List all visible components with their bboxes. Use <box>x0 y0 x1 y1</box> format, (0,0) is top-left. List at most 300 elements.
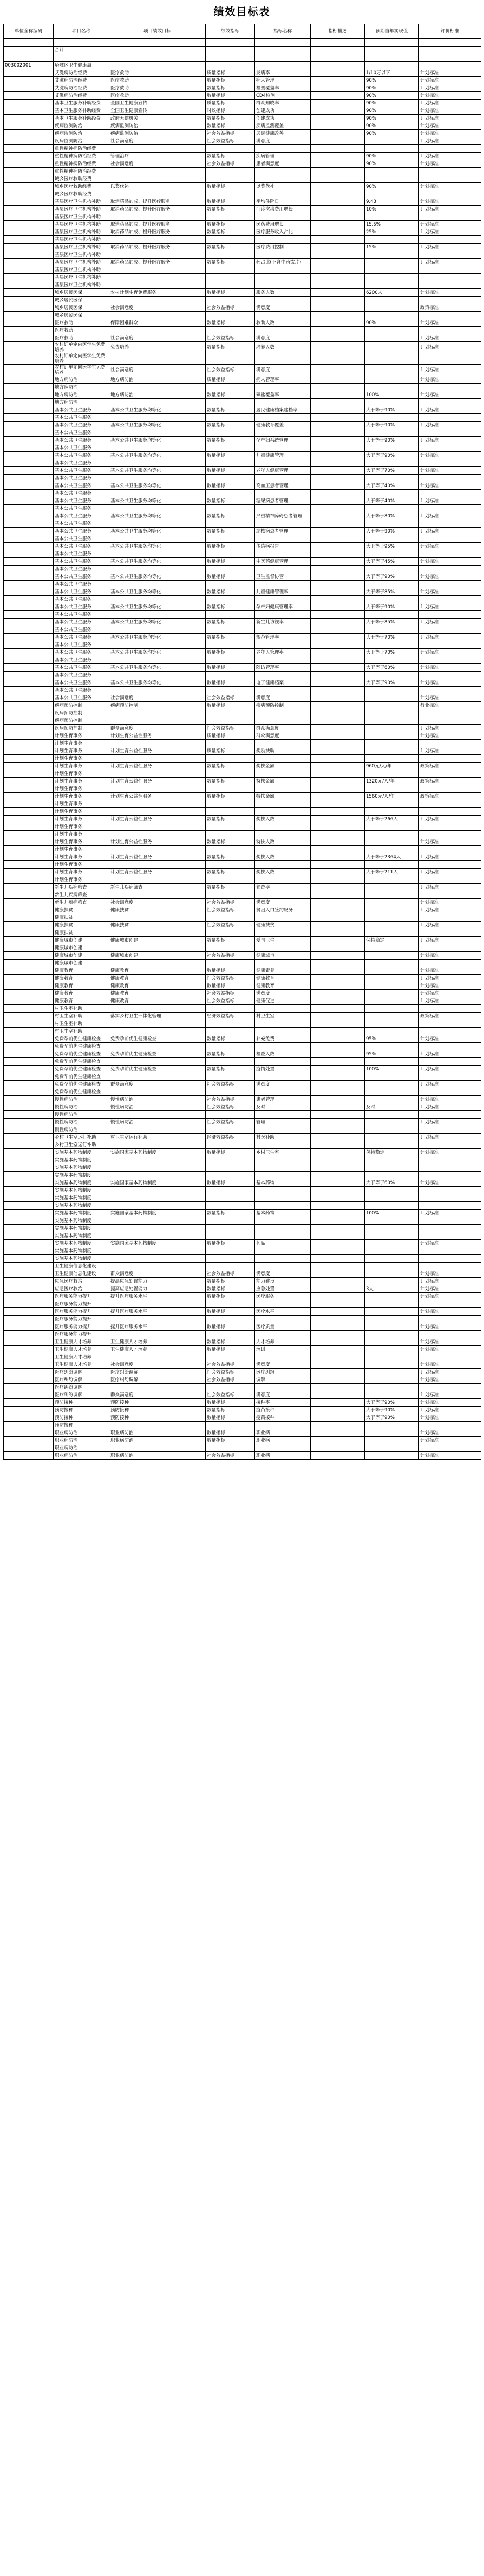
table-cell <box>4 566 54 573</box>
table-cell: 时效指标 <box>206 107 255 115</box>
table-cell <box>419 1156 481 1164</box>
table-cell: 医疗救助 <box>109 69 206 77</box>
table-cell: 计划生育事务 <box>54 793 109 800</box>
table-cell: 数量指标 <box>206 1407 255 1414</box>
table-cell: 基本公共卫生服务均等化 <box>109 406 206 414</box>
table-cell <box>206 876 255 884</box>
table-cell <box>419 312 481 319</box>
table-cell: 数量指标 <box>206 619 255 626</box>
table-cell <box>311 1210 365 1217</box>
table-cell <box>4 384 54 391</box>
table-row <box>4 944 481 952</box>
table-cell <box>419 1172 481 1179</box>
table-cell: 基层医疗卫生机构补助 <box>54 274 109 281</box>
table-cell <box>311 1164 365 1172</box>
table-cell <box>419 274 481 281</box>
table-cell <box>311 702 365 709</box>
table-cell <box>419 846 481 853</box>
table-cell <box>311 520 365 528</box>
table-cell: 慢性病防治 <box>54 1111 109 1119</box>
table-cell <box>311 198 365 206</box>
table-cell: 计划标准 <box>419 1399 481 1407</box>
table-cell: 取消药品加成、提升医疗服务 <box>109 228 206 236</box>
table-cell: 疾病预防控制 <box>255 702 311 709</box>
table-cell: 90% <box>365 100 419 107</box>
table-cell <box>206 297 255 304</box>
table-cell <box>311 130 365 137</box>
table-cell <box>4 664 54 672</box>
table-cell: 数量指标 <box>206 1240 255 1247</box>
table-cell: 健康教育 <box>54 982 109 990</box>
table-cell <box>109 1187 206 1194</box>
table-cell <box>4 482 54 490</box>
table-cell: 职业病防治 <box>54 1444 109 1452</box>
table-cell <box>365 709 419 717</box>
table-cell <box>419 414 481 422</box>
table-cell: 管理 <box>255 1119 311 1126</box>
table-cell: 基本公共卫生服务 <box>54 611 109 619</box>
table-cell <box>255 1020 311 1028</box>
table-cell <box>255 213 311 221</box>
table-cell <box>109 1164 206 1172</box>
table-cell <box>311 1050 365 1058</box>
table-cell <box>311 543 365 550</box>
table-cell: 基层医疗卫生机构补助 <box>54 206 109 213</box>
table-cell <box>206 1111 255 1119</box>
table-cell: 大于等于40% <box>365 497 419 505</box>
table-cell <box>311 740 365 747</box>
table-cell <box>206 717 255 725</box>
table-cell <box>4 1407 54 1414</box>
table-cell <box>365 236 419 244</box>
table-cell: 医疗救助 <box>54 327 109 334</box>
table-cell <box>206 1194 255 1202</box>
table-cell <box>365 967 419 975</box>
table-cell <box>255 1005 311 1013</box>
table-cell: 居民健康档案建档率 <box>255 406 311 414</box>
table-cell <box>311 975 365 982</box>
table-cell: 疫情处置 <box>255 1066 311 1073</box>
table-cell: 满意度 <box>255 899 311 906</box>
table-cell: 健康教育 <box>255 975 311 982</box>
table-cell <box>4 206 54 213</box>
table-cell <box>255 755 311 763</box>
table-row <box>4 1308 481 1316</box>
table-row <box>4 281 481 289</box>
table-cell: 25% <box>365 228 419 236</box>
table-cell <box>365 982 419 990</box>
table-cell <box>255 190 311 198</box>
table-cell <box>54 54 109 62</box>
table-cell: 基本公共卫生服务均等化 <box>109 664 206 672</box>
table-cell <box>206 251 255 259</box>
table-cell <box>419 1232 481 1240</box>
table-cell <box>4 399 54 406</box>
table-cell <box>206 475 255 482</box>
table-cell: 计划标准 <box>419 92 481 100</box>
table-cell <box>365 770 419 778</box>
table-cell <box>4 770 54 778</box>
table-cell: 免费孕前优生健康检查 <box>54 1081 109 1088</box>
table-cell: 大于等于90% <box>365 406 419 414</box>
table-cell <box>311 1247 365 1255</box>
table-cell <box>311 467 365 475</box>
table-cell <box>109 1316 206 1323</box>
table-cell <box>311 725 365 732</box>
table-cell: 乡村卫生室运行补助 <box>54 1141 109 1149</box>
table-cell: 医疗质量 <box>255 1323 311 1331</box>
table-cell <box>419 808 481 816</box>
table-cell <box>311 1187 365 1194</box>
table-cell <box>255 944 311 952</box>
table-cell <box>365 490 419 497</box>
table-cell <box>311 717 365 725</box>
table-cell <box>311 649 365 656</box>
table-cell: 卫生健康人才培养 <box>54 1353 109 1361</box>
table-cell: 15.5% <box>365 221 419 228</box>
table-cell <box>419 960 481 967</box>
table-cell: 特扶人数 <box>255 838 311 846</box>
table-cell <box>4 1134 54 1141</box>
table-cell <box>255 861 311 869</box>
table-cell <box>4 1331 54 1338</box>
table-cell: 提升医疗服务水平 <box>109 1308 206 1316</box>
table-cell <box>255 490 311 497</box>
table-cell: 重性精神病防治经费 <box>54 145 109 153</box>
table-cell <box>311 914 365 922</box>
table-cell: 预防接种 <box>54 1407 109 1414</box>
table-cell: 基本公共卫生服务 <box>54 626 109 634</box>
table-cell <box>311 831 365 838</box>
table-cell: 大于等于45% <box>365 558 419 566</box>
table-cell <box>4 327 54 334</box>
table-cell <box>365 656 419 664</box>
table-cell <box>365 725 419 732</box>
table-cell <box>365 687 419 694</box>
table-cell <box>109 740 206 747</box>
table-cell <box>311 876 365 884</box>
table-cell <box>109 62 206 69</box>
table-cell <box>365 213 419 221</box>
table-cell <box>255 1384 311 1391</box>
table-cell <box>255 1194 311 1202</box>
table-cell: 群众满意度 <box>255 732 311 740</box>
table-cell <box>365 755 419 763</box>
table-row <box>4 84 481 92</box>
table-row <box>4 1134 481 1141</box>
table-cell: 补充免费 <box>255 1035 311 1043</box>
table-cell <box>311 1028 365 1035</box>
table-cell: 满意度 <box>255 1081 311 1088</box>
table-row <box>4 353 481 365</box>
table-cell: 计划标准 <box>419 899 481 906</box>
table-cell: 计划生育事务 <box>54 755 109 763</box>
table-row <box>4 793 481 800</box>
table-row <box>4 1103 481 1111</box>
table-cell: 大于等于90% <box>365 452 419 459</box>
table-cell: 满意度 <box>255 1361 311 1369</box>
table-cell: 计划标准 <box>419 406 481 414</box>
table-cell <box>311 1103 365 1111</box>
table-cell: 医疗服务能力提升 <box>54 1308 109 1316</box>
table-row <box>4 467 481 475</box>
table-cell <box>4 376 54 384</box>
table-cell: 数量指标 <box>206 853 255 861</box>
table-cell <box>365 1126 419 1134</box>
table-cell: 慢性病防治 <box>54 1119 109 1126</box>
table-cell: 计划标准 <box>419 1308 481 1316</box>
table-cell <box>311 1338 365 1346</box>
table-cell: 基本公共卫生服务 <box>54 694 109 702</box>
table-cell: 农村订单定向医学生免费培养 <box>54 365 109 376</box>
table-row <box>4 1073 481 1081</box>
table-cell: 医疗纠纷调解 <box>54 1376 109 1384</box>
table-cell <box>109 566 206 573</box>
table-cell <box>255 785 311 793</box>
table-cell <box>4 1323 54 1331</box>
table-cell: 数量指标 <box>206 838 255 846</box>
table-cell <box>419 1255 481 1263</box>
table-cell: 9.43 <box>365 198 419 206</box>
table-cell <box>4 603 54 611</box>
table-cell: 计划生育事务 <box>54 838 109 846</box>
table-cell <box>311 906 365 914</box>
table-cell <box>4 1043 54 1050</box>
table-cell: 计划标准 <box>419 183 481 190</box>
table-cell: 基本公共卫生服务 <box>54 467 109 475</box>
table-cell <box>4 334 54 342</box>
table-cell: 计划标准 <box>419 100 481 107</box>
table-cell: 基本公共卫生服务均等化 <box>109 543 206 550</box>
table-cell <box>4 823 54 831</box>
table-cell <box>419 1043 481 1050</box>
table-row <box>4 1300 481 1308</box>
table-cell: 90% <box>365 107 419 115</box>
table-cell <box>365 975 419 982</box>
table-cell <box>365 1353 419 1361</box>
table-cell <box>365 1119 419 1126</box>
table-cell: 实施基本药物制度 <box>54 1164 109 1172</box>
table-cell <box>311 168 365 175</box>
table-cell <box>4 1013 54 1020</box>
table-cell <box>311 414 365 422</box>
table-cell <box>4 1217 54 1225</box>
table-cell <box>4 694 54 702</box>
table-cell <box>255 475 311 482</box>
table-cell <box>311 1429 365 1437</box>
table-row <box>4 512 481 520</box>
table-cell <box>4 717 54 725</box>
table-cell: 计划生育事务 <box>54 770 109 778</box>
table-cell: 计划标准 <box>419 228 481 236</box>
table-cell <box>206 535 255 543</box>
table-cell: 慢性病防治 <box>54 1096 109 1103</box>
table-cell <box>255 808 311 816</box>
table-cell <box>419 1005 481 1013</box>
table-cell <box>4 1300 54 1308</box>
table-cell: 实施国家基本药物制度 <box>109 1240 206 1247</box>
table-cell: 乡村卫生室运行补助 <box>54 1134 109 1141</box>
table-cell: 慢性病防治 <box>109 1103 206 1111</box>
table-cell: 以奖代补 <box>255 183 311 190</box>
table-cell: 基本公共卫生服务均等化 <box>109 497 206 505</box>
table-cell: 奖扶人数 <box>255 816 311 823</box>
table-cell: 社会满意度 <box>109 334 206 342</box>
table-cell <box>4 520 54 528</box>
table-cell: 数量指标 <box>206 198 255 206</box>
table-cell: 筛查率 <box>255 884 311 891</box>
table-cell <box>255 1225 311 1232</box>
table-cell <box>4 884 54 891</box>
table-cell <box>4 1028 54 1035</box>
table-cell <box>365 808 419 816</box>
table-cell <box>109 1194 206 1202</box>
table-cell <box>206 429 255 437</box>
table-cell: 健康扶贫 <box>54 914 109 922</box>
table-cell <box>311 1300 365 1308</box>
table-cell: 社会满意度 <box>109 137 206 145</box>
table-cell: 基本公共卫生服务 <box>54 512 109 520</box>
table-cell: 计划标准 <box>419 1429 481 1437</box>
table-cell: 新生儿疾病筛查 <box>54 891 109 899</box>
table-cell: 数量指标 <box>206 937 255 944</box>
table-cell: 计划标准 <box>419 1407 481 1414</box>
column-header: 预期当年实现值 <box>365 24 419 39</box>
table-cell <box>4 687 54 694</box>
table-cell <box>4 763 54 770</box>
table-cell <box>4 122 54 130</box>
table-cell <box>4 808 54 816</box>
table-cell <box>4 444 54 452</box>
table-cell <box>255 1217 311 1225</box>
table-cell <box>206 1043 255 1050</box>
table-cell: 能力建设 <box>255 1278 311 1285</box>
table-cell <box>4 497 54 505</box>
table-cell: 结核病患者管理 <box>255 528 311 535</box>
table-cell <box>4 922 54 929</box>
table-cell <box>255 459 311 467</box>
table-cell <box>109 581 206 588</box>
table-cell <box>311 990 365 997</box>
table-cell <box>4 1156 54 1164</box>
table-cell <box>255 891 311 899</box>
table-cell <box>419 505 481 512</box>
table-cell <box>4 312 54 319</box>
table-cell <box>109 656 206 664</box>
table-cell <box>4 1164 54 1172</box>
table-cell <box>365 384 419 391</box>
table-row <box>4 266 481 274</box>
table-cell <box>109 535 206 543</box>
table-cell: 管理治疗 <box>109 153 206 160</box>
table-cell: 免费孕前优生健康检查 <box>109 1050 206 1058</box>
table-cell <box>206 190 255 198</box>
table-cell: 计划标准 <box>419 679 481 687</box>
table-cell: 计划生育事务 <box>54 823 109 831</box>
table-cell <box>311 581 365 588</box>
table-cell <box>255 1126 311 1134</box>
table-row <box>4 168 481 175</box>
table-row <box>4 1013 481 1020</box>
table-cell: 健康教育 <box>109 990 206 997</box>
table-cell: 贫困人口签约服务 <box>255 906 311 914</box>
table-cell: 计划标准 <box>419 558 481 566</box>
table-cell <box>365 1255 419 1263</box>
table-cell <box>4 213 54 221</box>
table-cell <box>4 422 54 429</box>
table-row <box>4 365 481 376</box>
table-row <box>4 869 481 876</box>
table-cell: 医疗服务 <box>255 1293 311 1300</box>
table-cell: 数量指标 <box>206 482 255 490</box>
table-cell <box>311 452 365 459</box>
table-row <box>4 740 481 747</box>
table-cell: 病人管理率 <box>255 376 311 384</box>
table-cell: 计划标准 <box>419 198 481 206</box>
table-cell: 计划标准 <box>419 259 481 266</box>
table-cell <box>4 1444 54 1452</box>
table-cell <box>365 1429 419 1437</box>
table-row <box>4 603 481 611</box>
table-cell: 重性精神病防治经费 <box>54 160 109 168</box>
table-cell: 基本公共卫生服务 <box>54 535 109 543</box>
table-cell <box>311 54 365 62</box>
table-cell: 10% <box>365 206 419 213</box>
table-row <box>4 581 481 588</box>
table-cell <box>365 1096 419 1103</box>
table-cell: 慢性病防治 <box>109 1119 206 1126</box>
table-cell: 大于等于80% <box>365 512 419 520</box>
table-cell: 计划标准 <box>419 1293 481 1300</box>
table-cell <box>4 800 54 808</box>
column-header: 项目名称 <box>54 24 109 39</box>
table-cell <box>255 429 311 437</box>
table-cell <box>365 1308 419 1316</box>
table-cell: 村卫生室 <box>255 1013 311 1020</box>
table-cell: 保障困难群众 <box>109 319 206 327</box>
table-cell <box>109 626 206 634</box>
table-cell <box>311 937 365 944</box>
table-row <box>4 334 481 342</box>
table-cell: 健康扶贫 <box>54 906 109 914</box>
table-cell: 村卫生室运行补助 <box>109 1134 206 1141</box>
table-cell: 计划标准 <box>419 1149 481 1156</box>
table-cell: 基层医疗卫生机构补助 <box>54 251 109 259</box>
table-cell <box>311 550 365 558</box>
table-cell <box>4 228 54 236</box>
table-cell <box>365 641 419 649</box>
table-cell: 取消药品加成、提升医疗服务 <box>109 198 206 206</box>
table-cell <box>419 62 481 69</box>
table-cell <box>255 281 311 289</box>
table-cell: 居民健康改善 <box>255 130 311 137</box>
table-cell: 数量指标 <box>206 206 255 213</box>
table-cell: 实施基本药物制度 <box>54 1187 109 1194</box>
table-cell <box>311 304 365 312</box>
table-cell: 规范管理率 <box>255 634 311 641</box>
table-cell: 村卫生室补助 <box>54 1005 109 1013</box>
table-cell <box>206 54 255 62</box>
table-cell <box>311 1073 365 1081</box>
table-cell <box>4 1035 54 1043</box>
table-cell: 基本公共卫生服务均等化 <box>109 512 206 520</box>
table-cell <box>206 1263 255 1270</box>
table-cell <box>4 115 54 122</box>
table-cell: 数量指标 <box>206 967 255 975</box>
table-row <box>4 130 481 137</box>
table-cell <box>365 1437 419 1444</box>
table-cell <box>206 520 255 528</box>
